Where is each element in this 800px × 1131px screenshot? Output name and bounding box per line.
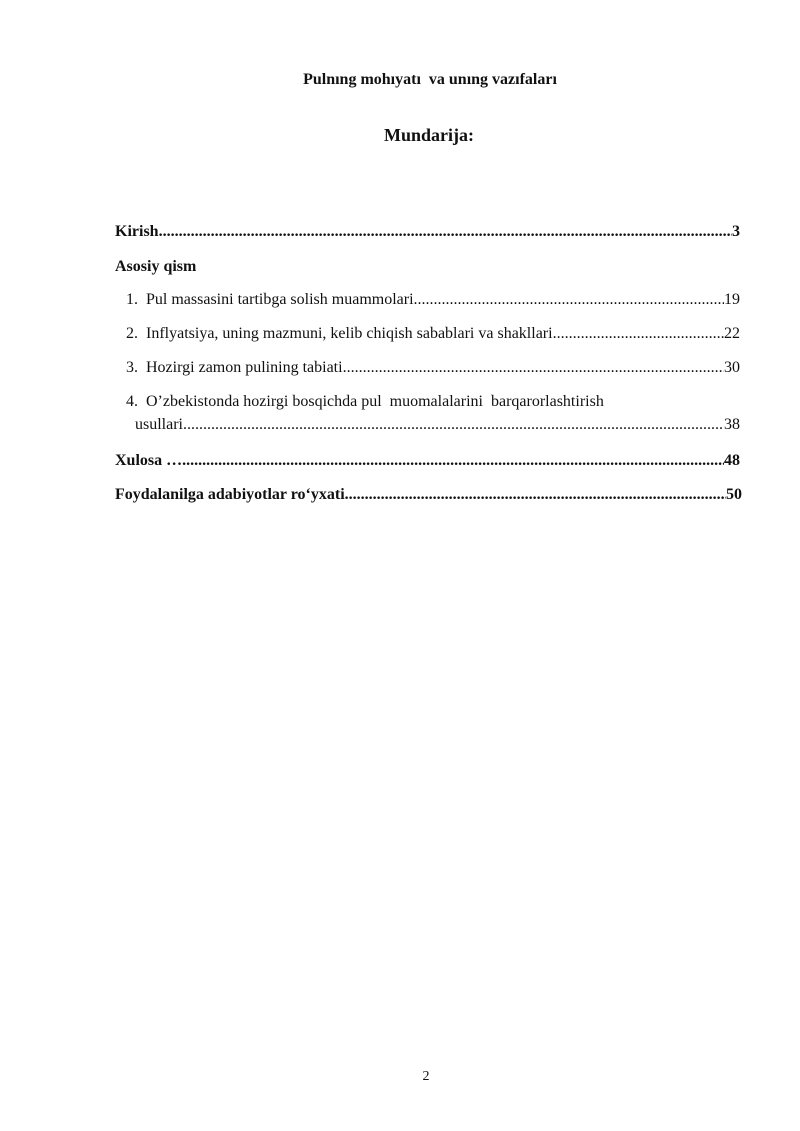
- toc-entry-label: usullari: [135, 416, 183, 433]
- toc-entry-page: 19: [724, 291, 740, 308]
- toc-entry-item-3: [126, 358, 740, 378]
- toc-section-heading: Asosiy qism: [115, 258, 197, 275]
- toc-entry-label: 1. Pul massasini tartibga solish muammolari: [126, 291, 414, 308]
- toc-entry-label: Xulosa …: [115, 452, 183, 469]
- toc-entry-item-4: [135, 415, 740, 435]
- document-title: Pulnıng mohıyatı va unıng vazıfaları: [303, 71, 557, 88]
- toc-heading: Mundarija:: [384, 125, 474, 145]
- toc-leader-dots: [414, 290, 724, 310]
- toc-leader-dots: [183, 415, 724, 435]
- toc-entry-references: [115, 485, 742, 505]
- toc-entry-label: Kirish: [115, 223, 159, 240]
- toc-entry-label: 2. Inflyatsiya, uning mazmuni, kelib chiqish sabablari va shakllari: [126, 325, 553, 342]
- toc-entry-item-1: [126, 290, 740, 310]
- toc-entry-page: 50: [726, 486, 742, 503]
- toc-entry-item-2: [126, 324, 740, 344]
- toc-entry-xulosa: [115, 451, 740, 471]
- toc-leader-dots: [345, 485, 726, 505]
- toc-entry-page: 30: [724, 359, 740, 376]
- toc-entry-page: 48: [724, 452, 740, 469]
- toc-entry-page: 3: [732, 223, 740, 240]
- toc-entry-item-4-line1: 4. O’zbekistonda hozirgi bosqichda pul muomalalarini barqarorlashtirish: [126, 393, 604, 410]
- toc-leader-dots: [159, 222, 732, 242]
- toc-entry-label: 3. Hozirgi zamon pulining tabiati: [126, 359, 343, 376]
- page-number: 2: [422, 1069, 430, 1084]
- toc-entry-page: 38: [724, 416, 740, 433]
- toc-entry-label: Foydalanilga adabiyotlar ro‘yxati: [115, 486, 345, 503]
- toc-entry-page: 22: [724, 325, 740, 342]
- toc-leader-dots: [182, 451, 724, 471]
- toc-leader-dots: [343, 358, 724, 378]
- toc-leader-dots: [553, 324, 724, 344]
- toc-entry-kirish: [115, 222, 740, 242]
